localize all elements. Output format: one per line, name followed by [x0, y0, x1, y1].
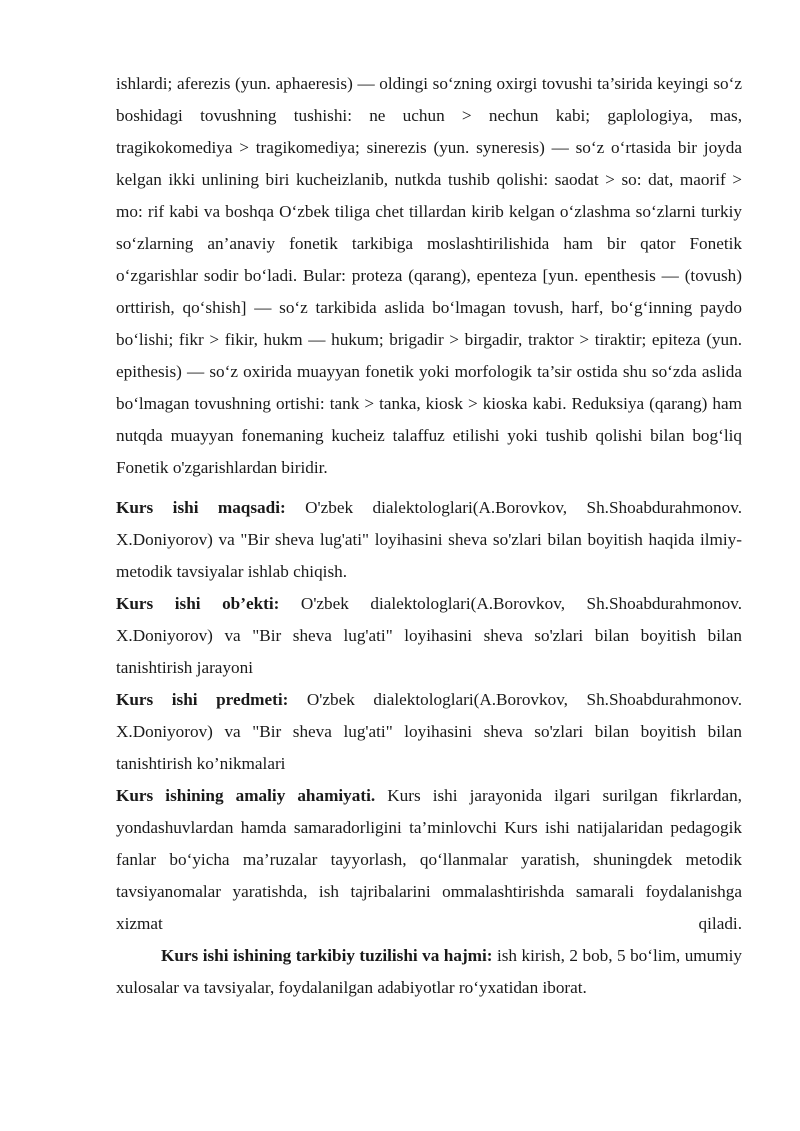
paragraph-practical-significance	[116, 780, 742, 940]
document-page	[116, 68, 742, 1004]
paragraph-text: O'zbek dialektologlari(A.Borovkov, Sh.Shoabdurahmonov. X.Doniyorov) va "Bir sheva lug'ati" loyihasini sheva so'zlari bilan boyitish bilan tanishtirish jarayoni	[116, 594, 742, 677]
paragraph-phonetic-changes	[116, 68, 742, 484]
paragraph-text: O'zbek dialektologlari(A.Borovkov, Sh.Shoabdurahmonov. X.Doniyorov) va "Bir sheva lug'ati" loyihasini sheva so'zlari bilan boyitish haqida ilmiy-metodik tavsiyalar ishlab chiqish.	[116, 498, 742, 581]
paragraph-subject	[116, 684, 742, 780]
paragraph-object	[116, 588, 742, 684]
paragraph-text: Kurs ishi jarayonida ilgari surilgan fikrlardan, yondashuvlardan hamda samaradorligini ta’minlovchi Kurs ishi natijalaridan pedagogik fanlar bo‘yicha ma’ruzalar tayyorlash, qo‘llanmalar yaratish, shuningdek metodik tavsiyanomalar yaratishda, ish tajribalarini ommalashtirishda samarali foydalanishga xizmat qiladi.	[116, 786, 742, 933]
paragraph-structure	[116, 940, 742, 1004]
paragraph-heading: Kurs ishi predmeti:	[116, 690, 289, 709]
paragraph-goal	[116, 492, 742, 588]
paragraph-heading: Kurs ishi ob’ekti:	[116, 594, 280, 613]
paragraph-text: ish kirish, 2 bob, 5 bo‘lim, umumiy xulosalar va tavsiyalar, foydalanilgan adabiyotlar ro‘yxatidan iborat.	[116, 946, 742, 997]
paragraph-heading: Kurs ishining amaliy ahamiyati.	[116, 786, 376, 805]
paragraph-text: O'zbek dialektologlari(A.Borovkov, Sh.Shoabdurahmonov. X.Doniyorov) va "Bir sheva lug'ati" loyihasini sheva so'zlari bilan boyitish bilan tanishtirish ko’nikmalari	[116, 690, 742, 773]
paragraph-text: ishlardi; aferezis (yun. aphaeresis) — oldingi so‘zning oxirgi tovushi ta’sirida keyingi so‘z boshidagi tovushning tushishi: ne uchun > nechun kabi; gaplologiya, mas, tragikokomediya > tragikomediya; sinerezis (yun. syneresis) — so‘z o‘rtasida bir joyda kelgan ikki unlining biri kucheizlanib, nutkda tushib qolishi: saodat > so: dat, maorif > mo: rif kabi va boshqa O‘zbek tiliga chet tillardan kirib kelgan o‘zlashma so‘zlarni turkiy so‘zlarning an’anaviy fonetik tarkibiga moslashtirilishida ham bir qator Fonetik o‘zgarishlar sodir bo‘ladi. Bular: proteza (qarang), epenteza [yun. epenthesis — (tovush) orttirish, qo‘shish] — so‘z tarkibida aslida bo‘lmagan tovush, harf, bo‘g‘inning paydo bo‘lishi; fikr > fikir, hukm — hukum; brigadir > birgadir, traktor > tiraktir; epiteza (yun. epithesis) — so‘z oxirida muayyan fonetik yoki morfologik ta’sir ostida shu so‘zda aslida bo‘lmagan tovushning ortishi: tank > tanka, kiosk > kioska kabi. Reduksiya (qarang) ham nutqda muayyan fonemaning kucheiz talaffuz etilishi yoki tushib qolishi bilan bog‘liq Fonetik o'zgarishlardan biridir.	[116, 74, 742, 477]
paragraph-heading: Kurs ishi ishining tarkibiy tuzilishi va hajmi:	[161, 946, 493, 965]
paragraph-heading: Kurs ishi maqsadi:	[116, 498, 286, 517]
